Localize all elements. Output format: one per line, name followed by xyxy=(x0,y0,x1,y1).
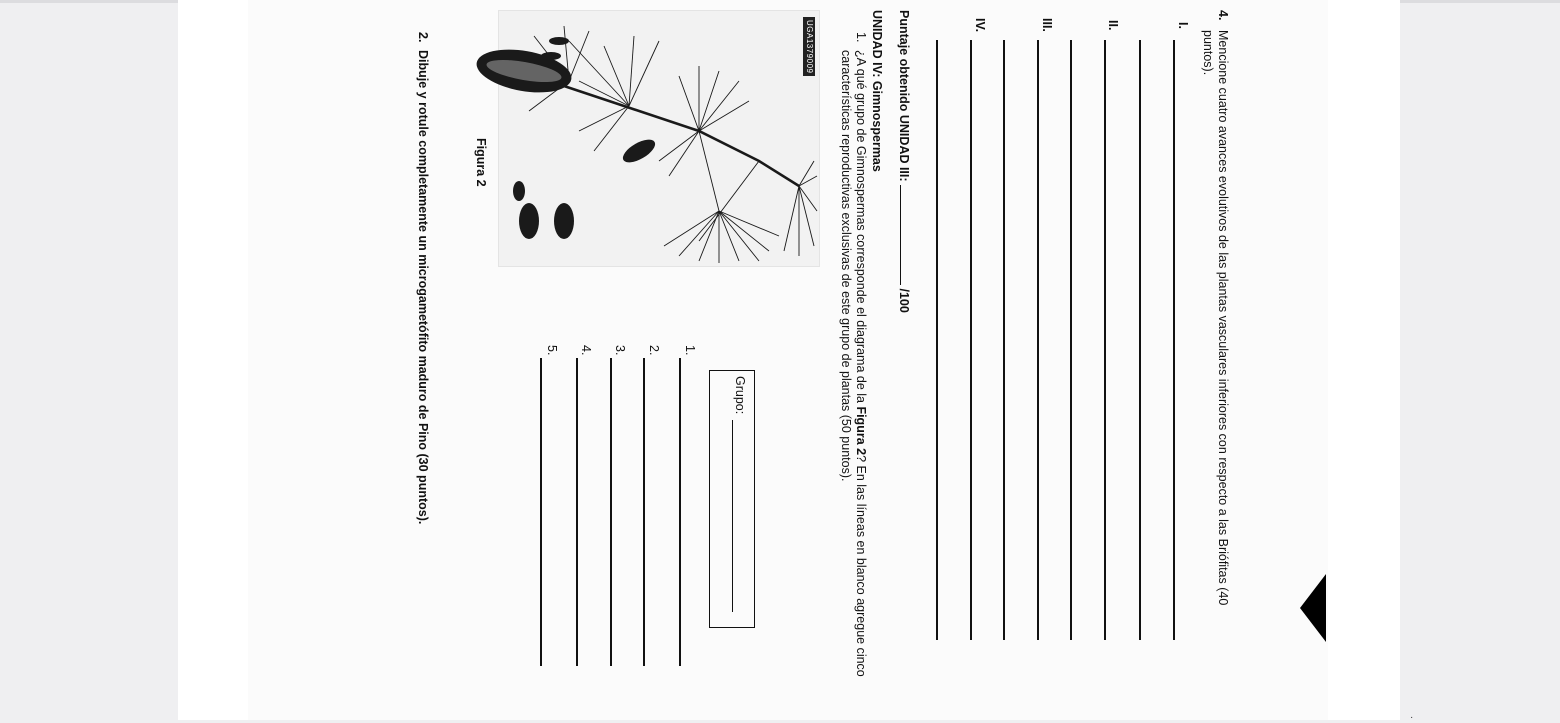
q2-number: 2. xyxy=(416,32,430,43)
q1-item-3-number: 3. xyxy=(613,345,627,356)
figure-code: UGA1379009 xyxy=(803,17,815,76)
q4-label-i: I. xyxy=(1176,22,1190,29)
figure-2-pine-diagram xyxy=(498,10,820,267)
page-corner-mark: · xyxy=(1410,712,1414,723)
q1-item-2-line xyxy=(643,358,645,666)
q1-item-5-line xyxy=(540,358,542,666)
answer-line xyxy=(1173,40,1175,640)
answer-line xyxy=(1003,40,1005,640)
score-line xyxy=(896,10,912,313)
q1-number: 1. xyxy=(854,32,868,43)
answer-line xyxy=(1070,40,1072,640)
pine-illustration xyxy=(499,11,819,266)
answer-line xyxy=(1139,40,1141,640)
score-total: /100 xyxy=(897,288,911,313)
group-label: Grupo: xyxy=(733,376,747,415)
q4-label-ii: II. xyxy=(1106,20,1120,31)
q1-item-2-number: 2. xyxy=(647,345,661,356)
q1-item-1-line xyxy=(679,358,681,666)
q4-text: Mencione cuatro avances evolutivos de las plantas vasculares inferiores con respecto a las Briófitas (40 puntos). xyxy=(1200,30,1230,606)
answer-line xyxy=(1104,40,1106,640)
q1-text-part1: ¿A qué grupo de Gimnospermas corresponde el diagrama de la xyxy=(854,50,868,407)
rotated-exam-content xyxy=(230,10,1230,710)
answer-line xyxy=(1037,40,1039,640)
group-answer-line xyxy=(732,420,733,612)
q1-item-4-number: 4. xyxy=(579,345,593,356)
q4-label-iii: III. xyxy=(1040,18,1054,32)
q1-text-part2: ? En las líneas en blanco agregue cinco características reproductivas exclusivas de este grupo de plantas (50 puntos). xyxy=(838,50,868,677)
q2-text: Dibuje y rotule completamente un microgametófito maduro de Pino (30 puntos). xyxy=(416,50,430,525)
unit4-heading: UNIDAD IV: Gimnospermas xyxy=(870,10,884,172)
q1-item-1-number: 1. xyxy=(683,345,697,356)
q1-item-5-number: 5. xyxy=(545,345,559,356)
q4-label-iv: IV. xyxy=(973,18,987,33)
q1-item-3-line xyxy=(610,358,612,666)
answer-line xyxy=(970,40,972,640)
q1-figure-ref: Figura 2 xyxy=(854,406,868,456)
q1-text xyxy=(838,50,869,680)
figure-2-caption: Figura 2 xyxy=(474,138,488,187)
scan-corner-mark xyxy=(1300,574,1326,642)
q1-item-4-line xyxy=(576,358,578,666)
answer-line xyxy=(936,40,938,640)
score-blank xyxy=(900,185,912,285)
score-label: Puntaje obtenido UNIDAD III: xyxy=(897,10,911,182)
q4-number: 4. xyxy=(1216,10,1230,21)
